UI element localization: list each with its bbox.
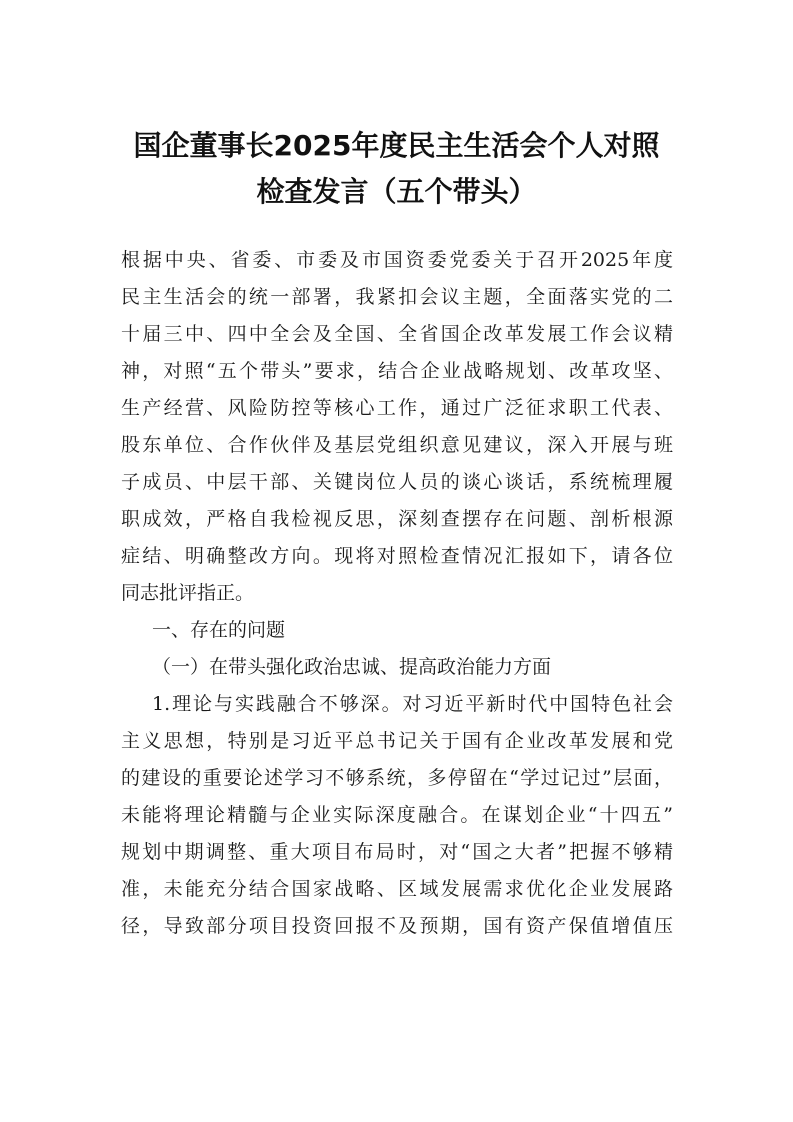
point-line: 径，导致部分项目投资回报不及预期，国有资产保值增值压 <box>121 915 673 937</box>
intro-line: 症结、明确整改方向。现将对照检查情况汇报如下，请各位 <box>121 545 673 567</box>
intro-line: 职成效，严格自我检视反思，深刻查摆存在问题、剖析根源 <box>121 508 673 530</box>
subsection-heading: （一）在带头强化政治忠诚、提高政治能力方面 <box>152 656 552 678</box>
intro-line: 十届三中、四中全会及全国、全省国企改革发展工作会议精 <box>121 323 673 345</box>
point-line: 的建设的重要论述学习不够系统，多停留在“学过记过”层面， <box>121 767 673 789</box>
intro-line: 民主生活会的统一部署，我紧扣会议主题，全面落实党的二 <box>121 286 673 308</box>
point-line: 准，未能充分结合国家战略、区域发展需求优化企业发展路 <box>121 878 673 900</box>
intro-line: 神，对照“五个带头”要求，结合企业战略规划、改革攻坚、 <box>121 360 673 382</box>
intro-line: 根据中央、省委、市委及市国资委党委关于召开2025年度 <box>121 249 673 271</box>
document-title-line-1: 国企董事长2025年度民主生活会个人对照 <box>133 129 660 162</box>
intro-line: 股东单位、合作伙伴及基层党组织意见建议，深入开展与班 <box>121 434 673 456</box>
document-title-line-2: 检查发言（五个带头） <box>256 175 537 208</box>
intro-line: 生产经营、风险防控等核心工作，通过广泛征求职工代表、 <box>121 397 673 419</box>
intro-line: 子成员、中层干部、关键岗位人员的谈心谈话，系统梳理履 <box>121 471 673 493</box>
section-heading: 一、存在的问题 <box>152 619 286 641</box>
point-line: 1.理论与实践融合不够深。对习近平新时代中国特色社会 <box>152 693 673 715</box>
point-line: 未能将理论精髓与企业实际深度融合。在谋划企业“十四五” <box>121 804 673 826</box>
point-line: 规划中期调整、重大项目布局时，对“国之大者”把握不够精 <box>121 841 673 863</box>
point-line: 主义思想，特别是习近平总书记关于国有企业改革发展和党 <box>121 730 673 752</box>
intro-line: 同志批评指正。 <box>121 582 255 604</box>
